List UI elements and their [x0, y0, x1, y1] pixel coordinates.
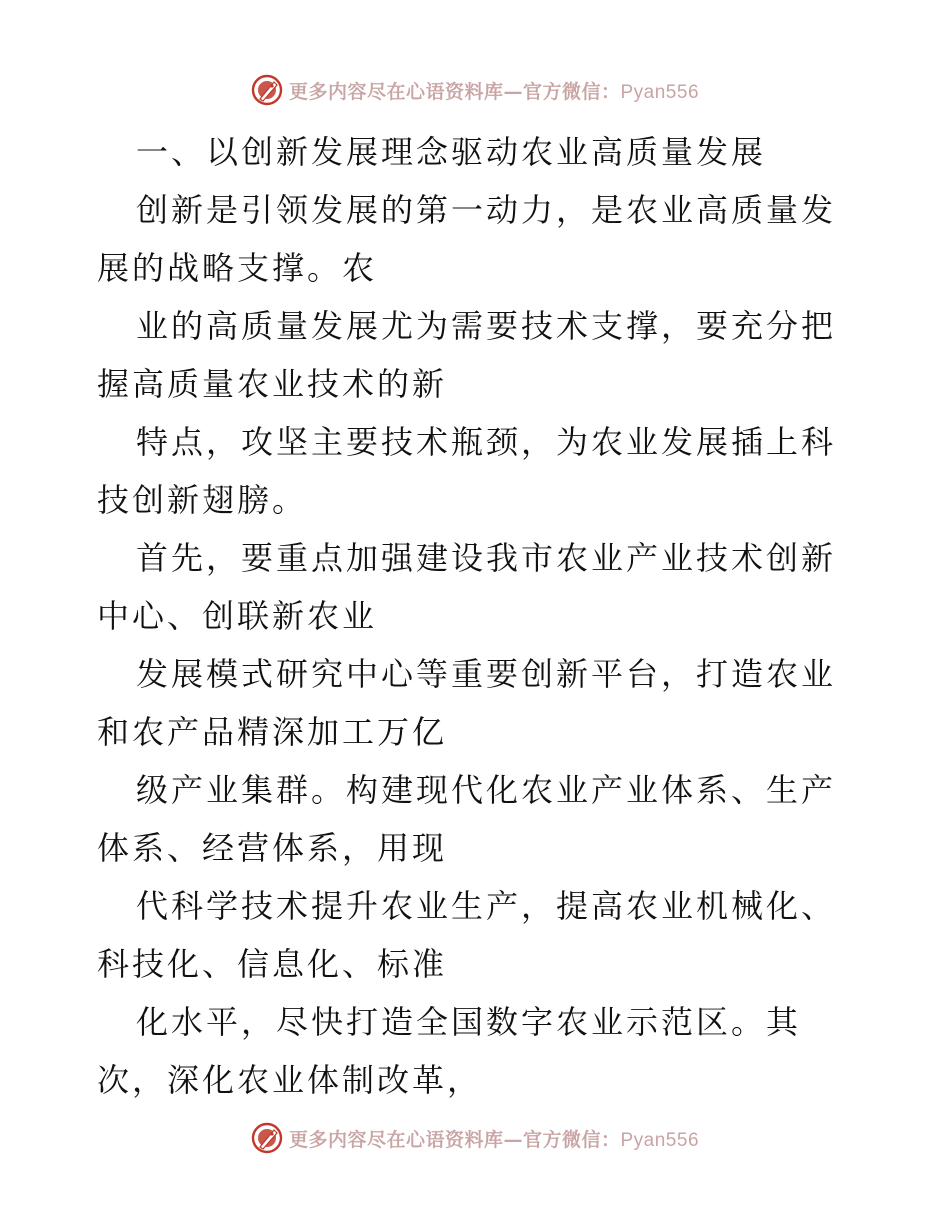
document-body [97, 123, 857, 1109]
footer-watermark-handle: Pyan556 [620, 1129, 700, 1151]
section-heading: 一、以创新发展理念驱动农业高质量发展 [136, 133, 767, 171]
pen-nib-logo-icon [251, 74, 283, 106]
body-paragraph: 化水平，尽快打造全国数字农业示范区。其次，深化农业体制改革， [97, 1003, 802, 1099]
header-watermark-handle: Pyan556 [620, 81, 700, 103]
body-paragraph: 发展模式研究中心等重要创新平台，打造农业和农产品精深加工万亿 [97, 655, 837, 751]
body-paragraph: 业的高质量发展尤为需要技术支撑，要充分把握高质量农业技术的新 [97, 307, 837, 403]
header-watermark-label: 更多内容尽在心语资料库—官方微信： [288, 80, 621, 103]
footer-watermark [0, 1120, 950, 1156]
footer-watermark-text [289, 1125, 699, 1152]
header-watermark [0, 72, 950, 108]
body-paragraph: 首先，要重点加强建设我市农业产业技术创新中心、创联新农业 [97, 539, 837, 635]
body-paragraph: 代科学技术提升农业生产，提高农业机械化、科技化、信息化、标准 [97, 887, 837, 983]
header-watermark-text [289, 77, 699, 104]
body-paragraph: 特点，攻坚主要技术瓶颈，为农业发展插上科技创新翅膀。 [97, 423, 837, 519]
pen-nib-logo-icon [251, 1122, 283, 1154]
body-paragraph: 创新是引领发展的第一动力，是农业高质量发展的战略支撑。农 [97, 191, 837, 287]
body-paragraph: 级产业集群。构建现代化农业产业体系、生产体系、经营体系，用现 [97, 771, 837, 867]
footer-watermark-label: 更多内容尽在心语资料库—官方微信： [288, 1128, 621, 1151]
